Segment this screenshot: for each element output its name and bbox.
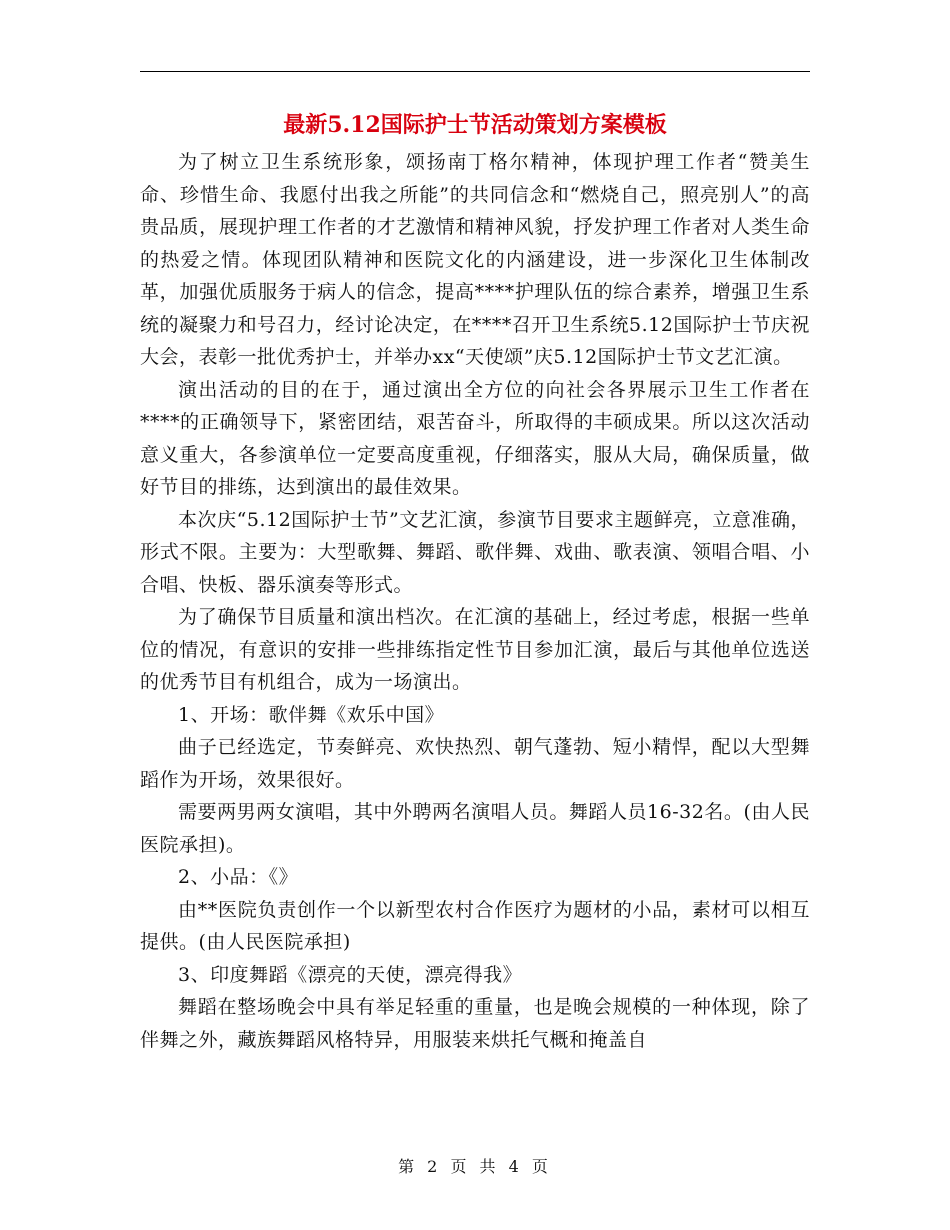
section-heading: 1、开场：歌伴舞《欢乐中国》 xyxy=(178,703,445,726)
section-heading: 3、印度舞蹈《漂亮的天使，漂亮得我》 xyxy=(178,963,523,986)
header-rule xyxy=(140,71,810,72)
paragraph: 需要两男两女演唱，其中外聘两名演唱人员。舞蹈人员16-32名。(由人民医院承担)。 xyxy=(140,801,810,856)
paragraph: 为了确保节目质量和演出档次。在汇演的基础上，经过考虑，根据一些单位的情况，有意识的安排一些排练指定性节目参加汇演，最后与其他单位选送的优秀节目有机组合，成为一场演出。 xyxy=(140,606,810,693)
section-heading: 2、小品：《》 xyxy=(178,866,299,888)
document-body xyxy=(140,146,810,1056)
paragraph: 舞蹈在整场晚会中具有举足轻重的重量，也是晚会规模的一种体现，除了伴舞之外，藏族舞蹈风格特异，用服装来烘托气概和掩盖自 xyxy=(140,996,810,1051)
paragraph: 本次庆“5.12国际护士节”文艺汇演，参演节目要求主题鲜亮，立意准确，形式不限。主要为：大型歌舞、舞蹈、歌伴舞、戏曲、歌表演、领唱合唱、小合唱、快板、器乐演奏等形式。 xyxy=(140,508,810,596)
paragraph: 为了树立卫生系统形象，颂扬南丁格尔精神，体现护理工作者“赞美生命、珍惜生命、我愿付出我之所能”的共同信念和“燃烧自己，照亮别人”的高贵品质，展现护理工作者的才艺激情和精神风貌，抒发护理工作者对人类生命的热爱之情。体现团队精神和医院文化的内涵建设，进一步深化卫生体制改革，加强优质服务于病人的信念，提高****护理队伍的综合素养，增强卫生系统的凝聚力和号召力，经讨论决定，在****召开卫生系统5.12国际护士节庆祝大会，表彰一批优秀护士，并举办xx“天使颂”庆5.12国际护士节文艺汇演。 xyxy=(140,151,810,368)
paragraph: 演出活动的目的在于，通过演出全方位的向社会各界展示卫生工作者在****的正确领导下，紧密团结，艰苦奋斗，所取得的丰硕成果。所以这次活动意义重大，各参演单位一定要高度重视，仔细落实，服从大局，确保质量，做好节目的排练，达到演出的最佳效果。 xyxy=(140,378,810,498)
page-number: 第 2 页 共 4 页 xyxy=(398,1157,552,1176)
paragraph: 曲子已经选定，节奏鲜亮、欢快热烈、朝气蓬勃、短小精悍，配以大型舞蹈作为开场，效果很好。 xyxy=(140,736,810,791)
paragraph: 由**医院负责创作一个以新型农村合作医疗为题材的小品，素材可以相互提供。(由人民医院承担) xyxy=(140,898,810,953)
document-title: 最新5.12国际护士节活动策划方案模板 xyxy=(283,112,667,138)
